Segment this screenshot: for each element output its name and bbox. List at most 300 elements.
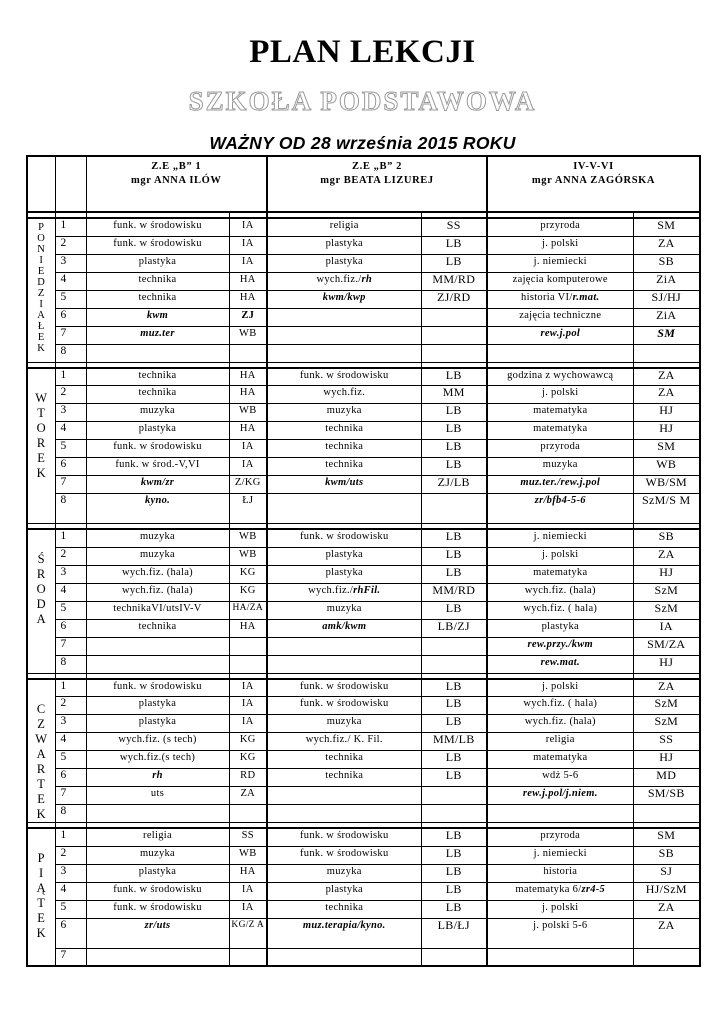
timetable-row bbox=[27, 386, 700, 404]
lesson-number: 3 bbox=[55, 254, 86, 272]
class-3-teacher-code: WB/SM bbox=[633, 476, 700, 494]
class-3-subject: matematyka bbox=[487, 422, 633, 440]
class-2-teacher-code: LB bbox=[421, 404, 487, 422]
class-2-subject: muzyka bbox=[267, 601, 421, 619]
lesson-number: 8 bbox=[55, 344, 86, 362]
class-3-teacher-code: SzM bbox=[633, 583, 700, 601]
class-1-teacher-code: IA bbox=[229, 440, 267, 458]
class-2-teacher-code: LB bbox=[421, 864, 487, 882]
class-1-teacher-code: IA bbox=[229, 697, 267, 715]
class-1-subject: funk. w środ.-V,VI bbox=[86, 458, 229, 476]
class-2-subject: funk. w środowisku bbox=[267, 697, 421, 715]
lesson-number: 3 bbox=[55, 565, 86, 583]
class-1-subject: kwm bbox=[86, 308, 229, 326]
class-1-subject bbox=[86, 805, 229, 823]
class-2-subject: technika bbox=[267, 751, 421, 769]
class-2-teacher-code: LB bbox=[421, 368, 487, 386]
lesson-number: 4 bbox=[55, 422, 86, 440]
lesson-number: 4 bbox=[55, 272, 86, 290]
class-2-teacher-code bbox=[421, 308, 487, 326]
day-label: P O N I E D Z I A Ł E K bbox=[27, 218, 55, 362]
class-1-teacher-code: HA/ZA bbox=[229, 601, 267, 619]
class-2-subject: technika bbox=[267, 900, 421, 918]
class-3-teacher: mgr ANNA ZAGÓRSKA bbox=[531, 175, 656, 186]
timetable-row bbox=[27, 218, 700, 236]
class-1-subject: muzyka bbox=[86, 529, 229, 547]
class-1-subject: technikaVI/utsIV-V bbox=[86, 601, 229, 619]
class-1-teacher-code: HA bbox=[229, 290, 267, 308]
class-2-subject: funk. w środowisku bbox=[267, 529, 421, 547]
class-2-subject: plastyka bbox=[267, 547, 421, 565]
class-1-teacher-code: HA bbox=[229, 272, 267, 290]
class-1-subject: plastyka bbox=[86, 864, 229, 882]
header-empty-num bbox=[55, 156, 86, 212]
class-1-teacher-code bbox=[229, 637, 267, 655]
class-3-teacher-code: HJ bbox=[633, 751, 700, 769]
class-3-subject: j. polski bbox=[487, 900, 633, 918]
class-3-teacher-code: SM bbox=[633, 828, 700, 846]
class-3-teacher-code: MD bbox=[633, 769, 700, 787]
class-3-teacher-code bbox=[633, 805, 700, 823]
class-1-subject: wych.fiz. (hala) bbox=[86, 583, 229, 601]
class-2-subject bbox=[267, 344, 421, 362]
class-1-teacher-code: IA bbox=[229, 236, 267, 254]
class-3-teacher-code bbox=[633, 948, 700, 966]
class-2-subject bbox=[267, 326, 421, 344]
class-1-teacher-code: SS bbox=[229, 828, 267, 846]
class-2-subject bbox=[267, 637, 421, 655]
class-2-subject: funk. w środowisku bbox=[267, 679, 421, 697]
class-2-subject: plastyka bbox=[267, 236, 421, 254]
class-1-teacher-code: HA bbox=[229, 619, 267, 637]
timetable-row bbox=[27, 529, 700, 547]
class-2-teacher-code bbox=[421, 655, 487, 673]
class-2-subject: muzyka bbox=[267, 715, 421, 733]
class-1-teacher-code: KG bbox=[229, 565, 267, 583]
class-2-teacher: mgr BEATA LIZUREJ bbox=[320, 175, 434, 186]
timetable-row bbox=[27, 864, 700, 882]
class-3-teacher-code: ZiA bbox=[633, 272, 700, 290]
lesson-number: 7 bbox=[55, 787, 86, 805]
class-1-teacher-code: RD bbox=[229, 769, 267, 787]
timetable-row bbox=[27, 344, 700, 362]
lesson-number: 1 bbox=[55, 529, 86, 547]
class-1-subject: technika bbox=[86, 619, 229, 637]
class-2-teacher-code: MM bbox=[421, 386, 487, 404]
timetable-row bbox=[27, 494, 700, 524]
class-2-subject: muzyka bbox=[267, 404, 421, 422]
lesson-number: 3 bbox=[55, 715, 86, 733]
class-1-teacher-code: KG/Z A bbox=[229, 918, 267, 948]
timetable-row bbox=[27, 565, 700, 583]
lesson-number: 3 bbox=[55, 404, 86, 422]
class-3-subject: historia bbox=[487, 864, 633, 882]
class-3-name: IV-V-VI bbox=[573, 161, 614, 172]
class-3-teacher-code: HJ bbox=[633, 422, 700, 440]
class-1-name: Z.E „B” 1 bbox=[151, 161, 202, 172]
class-1-subject: technika bbox=[86, 272, 229, 290]
class-2-teacher-code bbox=[421, 344, 487, 362]
class-2-subject: religia bbox=[267, 218, 421, 236]
class-1-teacher-code: ZA bbox=[229, 787, 267, 805]
class-1-subject: plastyka bbox=[86, 697, 229, 715]
class-3-subject: rew.przy./kwm bbox=[487, 637, 633, 655]
lesson-number: 6 bbox=[55, 308, 86, 326]
class-3-subject: plastyka bbox=[487, 619, 633, 637]
class-2-subject: wych.fiz. bbox=[267, 386, 421, 404]
timetable-row bbox=[27, 679, 700, 697]
class-3-teacher-code: SM/SB bbox=[633, 787, 700, 805]
class-2-teacher-code: LB bbox=[421, 529, 487, 547]
timetable-row bbox=[27, 882, 700, 900]
class-2-teacher-code: LB bbox=[421, 236, 487, 254]
class-3-teacher-code: SM bbox=[633, 440, 700, 458]
header-class-1 bbox=[86, 156, 267, 212]
lesson-number: 4 bbox=[55, 882, 86, 900]
lesson-number: 5 bbox=[55, 440, 86, 458]
class-1-subject: plastyka bbox=[86, 715, 229, 733]
lesson-number: 4 bbox=[55, 733, 86, 751]
class-1-teacher-code: IA bbox=[229, 882, 267, 900]
lesson-number: 7 bbox=[55, 476, 86, 494]
class-1-teacher-code: WB bbox=[229, 404, 267, 422]
class-2-teacher-code: LB bbox=[421, 458, 487, 476]
class-2-teacher-code: LB bbox=[421, 846, 487, 864]
class-1-teacher-code: HA bbox=[229, 386, 267, 404]
class-3-teacher-code bbox=[633, 344, 700, 362]
lesson-number: 8 bbox=[55, 494, 86, 524]
class-2-subject: funk. w środowisku bbox=[267, 368, 421, 386]
timetable-row bbox=[27, 583, 700, 601]
lesson-number: 6 bbox=[55, 769, 86, 787]
class-2-teacher-code: MM/RD bbox=[421, 272, 487, 290]
class-2-subject: technika bbox=[267, 769, 421, 787]
timetable-row bbox=[27, 254, 700, 272]
lesson-number: 8 bbox=[55, 805, 86, 823]
class-1-teacher-code bbox=[229, 948, 267, 966]
class-1-subject: wych.fiz. (s tech) bbox=[86, 733, 229, 751]
class-2-subject: kwm/kwp bbox=[267, 290, 421, 308]
lesson-number: 1 bbox=[55, 679, 86, 697]
class-3-subject: wych.fiz. (hala) bbox=[487, 715, 633, 733]
class-2-subject: technika bbox=[267, 458, 421, 476]
class-3-teacher-code: ZA bbox=[633, 918, 700, 948]
class-1-subject: muzyka bbox=[86, 404, 229, 422]
class-1-subject bbox=[86, 948, 229, 966]
class-2-subject: amk/kwm bbox=[267, 619, 421, 637]
class-2-teacher-code: MM/LB bbox=[421, 733, 487, 751]
class-1-teacher-code: IA bbox=[229, 679, 267, 697]
timetable-row bbox=[27, 236, 700, 254]
class-3-teacher-code: SB bbox=[633, 846, 700, 864]
class-1-subject: zr/uts bbox=[86, 918, 229, 948]
class-3-teacher-code: SM/ZA bbox=[633, 637, 700, 655]
class-3-subject bbox=[487, 805, 633, 823]
lesson-number: 8 bbox=[55, 655, 86, 673]
class-3-subject: przyroda bbox=[487, 218, 633, 236]
class-2-subject: technika bbox=[267, 422, 421, 440]
lesson-number: 1 bbox=[55, 828, 86, 846]
class-2-subject: plastyka bbox=[267, 565, 421, 583]
header-class-3 bbox=[487, 156, 700, 212]
class-2-teacher-code bbox=[421, 948, 487, 966]
class-3-subject: wych.fiz. ( hala) bbox=[487, 697, 633, 715]
class-1-subject: funk. w środowisku bbox=[86, 236, 229, 254]
class-3-subject: rew.j.pol bbox=[487, 326, 633, 344]
timetable-row bbox=[27, 308, 700, 326]
class-1-subject: funk. w środowisku bbox=[86, 218, 229, 236]
class-3-subject: matematyka bbox=[487, 751, 633, 769]
class-2-teacher-code: LB bbox=[421, 697, 487, 715]
class-1-teacher-code: ŁJ bbox=[229, 494, 267, 524]
class-2-teacher-code bbox=[421, 787, 487, 805]
class-1-teacher-code: Z/KG bbox=[229, 476, 267, 494]
class-2-teacher-code: LB bbox=[421, 565, 487, 583]
class-3-teacher-code: SzM/S M bbox=[633, 494, 700, 524]
timetable-row bbox=[27, 272, 700, 290]
class-2-subject bbox=[267, 494, 421, 524]
class-3-subject: j. polski 5-6 bbox=[487, 918, 633, 948]
header-class-2 bbox=[267, 156, 487, 212]
class-1-subject: technika bbox=[86, 368, 229, 386]
class-1-subject bbox=[86, 637, 229, 655]
timetable-row bbox=[27, 918, 700, 948]
class-2-subject: funk. w środowisku bbox=[267, 846, 421, 864]
lesson-number: 5 bbox=[55, 601, 86, 619]
header-empty-day bbox=[27, 156, 55, 212]
timetable-row bbox=[27, 787, 700, 805]
class-2-subject: wych.fiz./rhFil. bbox=[267, 583, 421, 601]
class-3-teacher-code: SzM bbox=[633, 715, 700, 733]
class-2-subject: funk. w środowisku bbox=[267, 828, 421, 846]
class-2-subject: kwm/uts bbox=[267, 476, 421, 494]
class-3-teacher-code: WB bbox=[633, 458, 700, 476]
class-3-subject: matematyka 6/zr4-5 bbox=[487, 882, 633, 900]
timetable-row bbox=[27, 326, 700, 344]
lesson-number: 7 bbox=[55, 948, 86, 966]
day-label: Ś R O D A bbox=[27, 529, 55, 673]
lesson-number: 5 bbox=[55, 900, 86, 918]
class-3-teacher-code: ZiA bbox=[633, 308, 700, 326]
class-3-teacher-code: ZA bbox=[633, 547, 700, 565]
class-3-subject: godzina z wychowawcą bbox=[487, 368, 633, 386]
lesson-number: 4 bbox=[55, 583, 86, 601]
class-1-teacher-code bbox=[229, 344, 267, 362]
class-2-subject bbox=[267, 787, 421, 805]
class-2-teacher-code: ZJ/LB bbox=[421, 476, 487, 494]
day-label: W T O R E K bbox=[27, 368, 55, 524]
class-3-teacher-code: HJ bbox=[633, 565, 700, 583]
class-3-teacher-code: SM bbox=[633, 326, 700, 344]
class-1-teacher-code: KG bbox=[229, 583, 267, 601]
lesson-number: 6 bbox=[55, 619, 86, 637]
class-3-subject bbox=[487, 344, 633, 362]
class-1-teacher-code: HA bbox=[229, 422, 267, 440]
class-1-teacher-code: ZJ bbox=[229, 308, 267, 326]
class-2-teacher-code: LB bbox=[421, 254, 487, 272]
class-3-teacher-code: ZA bbox=[633, 236, 700, 254]
class-2-subject: muz.terapia/kyno. bbox=[267, 918, 421, 948]
class-3-teacher-code: HJ/SzM bbox=[633, 882, 700, 900]
class-2-subject: wych.fiz./ K. Fil. bbox=[267, 733, 421, 751]
class-1-subject: wych.fiz. (hala) bbox=[86, 565, 229, 583]
class-2-teacher-code: LB bbox=[421, 547, 487, 565]
timetable-row bbox=[27, 697, 700, 715]
timetable-row bbox=[27, 769, 700, 787]
lesson-number: 2 bbox=[55, 236, 86, 254]
class-3-teacher-code: SB bbox=[633, 529, 700, 547]
lesson-number: 7 bbox=[55, 326, 86, 344]
class-1-teacher-code: IA bbox=[229, 458, 267, 476]
timetable-row bbox=[27, 655, 700, 673]
class-3-subject: przyroda bbox=[487, 828, 633, 846]
class-1-subject: plastyka bbox=[86, 254, 229, 272]
class-3-teacher-code: SJ bbox=[633, 864, 700, 882]
class-1-subject: technika bbox=[86, 386, 229, 404]
timetable-row bbox=[27, 619, 700, 637]
valid-from-date: WAŻNY OD 28 września 2015 ROKU bbox=[209, 133, 516, 153]
class-2-subject: plastyka bbox=[267, 254, 421, 272]
class-1-subject: muz.ter bbox=[86, 326, 229, 344]
class-3-teacher-code: ZA bbox=[633, 368, 700, 386]
class-3-subject: rew.j.pol/j.niem. bbox=[487, 787, 633, 805]
class-2-teacher-code: LB bbox=[421, 751, 487, 769]
timetable-row bbox=[27, 458, 700, 476]
class-3-teacher-code: SJ/HJ bbox=[633, 290, 700, 308]
class-1-teacher-code: HA bbox=[229, 368, 267, 386]
class-3-subject: j. polski bbox=[487, 236, 633, 254]
class-3-teacher-code: ZA bbox=[633, 679, 700, 697]
class-1-subject: muzyka bbox=[86, 547, 229, 565]
class-1-subject: funk. w środowisku bbox=[86, 900, 229, 918]
class-2-teacher-code: LB bbox=[421, 440, 487, 458]
class-1-teacher-code: KG bbox=[229, 751, 267, 769]
class-1-teacher-code: WB bbox=[229, 326, 267, 344]
timetable-row bbox=[27, 601, 700, 619]
page-title: PLAN LEKCJI bbox=[249, 34, 476, 70]
class-1-subject: religia bbox=[86, 828, 229, 846]
class-1-subject: funk. w środowisku bbox=[86, 440, 229, 458]
lesson-number: 2 bbox=[55, 697, 86, 715]
class-1-subject: kyno. bbox=[86, 494, 229, 524]
class-1-teacher-code: IA bbox=[229, 218, 267, 236]
class-2-teacher-code: LB/ŁJ bbox=[421, 918, 487, 948]
class-3-subject: muz.ter./rew.j.pol bbox=[487, 476, 633, 494]
class-3-subject: wdż 5-6 bbox=[487, 769, 633, 787]
class-1-subject bbox=[86, 655, 229, 673]
class-3-subject: zajęcia komputerowe bbox=[487, 272, 633, 290]
class-1-subject: muzyka bbox=[86, 846, 229, 864]
timetable-row bbox=[27, 751, 700, 769]
lesson-number: 1 bbox=[55, 218, 86, 236]
class-3-teacher-code: SzM bbox=[633, 601, 700, 619]
class-3-subject: przyroda bbox=[487, 440, 633, 458]
class-1-teacher-code bbox=[229, 655, 267, 673]
class-2-teacher-code: LB bbox=[421, 715, 487, 733]
class-3-subject: rew.mat. bbox=[487, 655, 633, 673]
class-2-teacher-code: ZJ/RD bbox=[421, 290, 487, 308]
timetable-row bbox=[27, 846, 700, 864]
timetable-row bbox=[27, 805, 700, 823]
class-2-teacher-code: LB bbox=[421, 828, 487, 846]
class-1-subject: funk. w środowisku bbox=[86, 679, 229, 697]
class-3-teacher-code: HJ bbox=[633, 404, 700, 422]
timetable-row bbox=[27, 637, 700, 655]
lesson-number: 6 bbox=[55, 918, 86, 948]
timetable-row bbox=[27, 440, 700, 458]
header-row bbox=[27, 156, 700, 212]
lesson-number: 1 bbox=[55, 368, 86, 386]
timetable bbox=[26, 155, 701, 967]
class-1-subject: funk. w środowisku bbox=[86, 882, 229, 900]
class-2-teacher-code: LB bbox=[421, 769, 487, 787]
lesson-number: 5 bbox=[55, 751, 86, 769]
timetable-row bbox=[27, 476, 700, 494]
class-3-teacher-code: IA bbox=[633, 619, 700, 637]
class-2-teacher-code: LB bbox=[421, 422, 487, 440]
class-2-teacher-code: LB bbox=[421, 601, 487, 619]
timetable-row bbox=[27, 900, 700, 918]
day-label: P I Ą T E K bbox=[27, 828, 55, 966]
timetable-row bbox=[27, 948, 700, 966]
class-3-teacher-code: SS bbox=[633, 733, 700, 751]
class-2-subject bbox=[267, 805, 421, 823]
lesson-number: 6 bbox=[55, 458, 86, 476]
class-1-subject: rh bbox=[86, 769, 229, 787]
timetable-row bbox=[27, 715, 700, 733]
lesson-number: 7 bbox=[55, 637, 86, 655]
timetable-row bbox=[27, 547, 700, 565]
class-3-teacher-code: HJ bbox=[633, 655, 700, 673]
class-2-name: Z.E „B” 2 bbox=[351, 161, 403, 172]
class-2-teacher-code bbox=[421, 805, 487, 823]
class-3-subject: j. polski bbox=[487, 547, 633, 565]
class-2-subject bbox=[267, 308, 421, 326]
class-3-subject: wych.fiz. ( hala) bbox=[487, 601, 633, 619]
class-2-teacher-code bbox=[421, 637, 487, 655]
school-name: SZKOŁA PODSTAWOWA bbox=[188, 86, 537, 116]
class-2-teacher-code: LB bbox=[421, 882, 487, 900]
class-2-subject: muzyka bbox=[267, 864, 421, 882]
class-2-teacher-code bbox=[421, 494, 487, 524]
lesson-number: 3 bbox=[55, 864, 86, 882]
timetable-row bbox=[27, 422, 700, 440]
class-2-teacher-code: MM/RD bbox=[421, 583, 487, 601]
class-3-teacher-code: SM bbox=[633, 218, 700, 236]
class-1-teacher-code bbox=[229, 805, 267, 823]
lesson-number: 2 bbox=[55, 547, 86, 565]
class-1-teacher: mgr ANNA ILÓW bbox=[131, 175, 222, 186]
class-3-subject bbox=[487, 948, 633, 966]
class-1-subject: plastyka bbox=[86, 422, 229, 440]
timetable-row bbox=[27, 404, 700, 422]
class-1-subject: kwm/zr bbox=[86, 476, 229, 494]
class-3-subject: j. polski bbox=[487, 679, 633, 697]
class-1-teacher-code: HA bbox=[229, 864, 267, 882]
class-3-teacher-code: SB bbox=[633, 254, 700, 272]
class-3-subject: matematyka bbox=[487, 404, 633, 422]
class-1-subject: technika bbox=[86, 290, 229, 308]
class-1-teacher-code: WB bbox=[229, 547, 267, 565]
class-3-subject: j. niemiecki bbox=[487, 846, 633, 864]
class-1-teacher-code: WB bbox=[229, 846, 267, 864]
class-2-teacher-code bbox=[421, 326, 487, 344]
class-3-subject: j. polski bbox=[487, 386, 633, 404]
lesson-number: 2 bbox=[55, 386, 86, 404]
lesson-number: 5 bbox=[55, 290, 86, 308]
class-2-subject: plastyka bbox=[267, 882, 421, 900]
class-2-teacher-code: LB bbox=[421, 900, 487, 918]
